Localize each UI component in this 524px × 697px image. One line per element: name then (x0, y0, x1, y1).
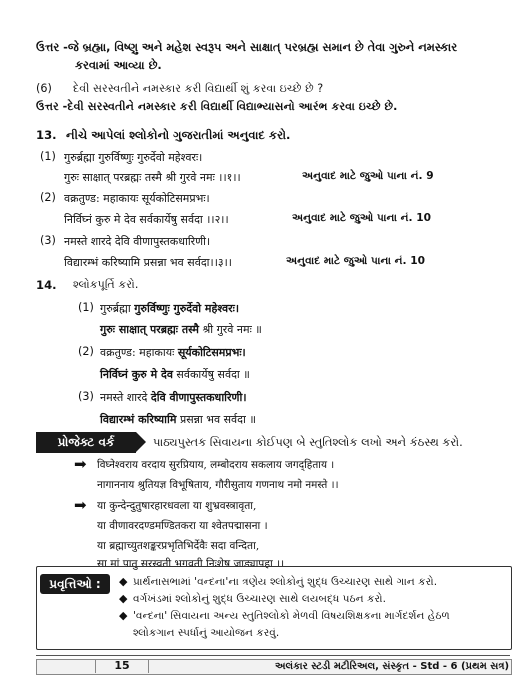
q13-item-3-line-2: विद्यारम्भं करिष्यामि प्रसन्ना भव सर्वदा।।३।। (64, 256, 232, 269)
q14-item-3-line-2: विद्यारम्भं करिष्यामि प्रसन्ना भव सर्वदा ॥ (100, 413, 256, 426)
q14-number: 14. (36, 278, 57, 292)
intro-answer-line-2: કરવામાં આવ્યા છે. (75, 58, 162, 72)
diamond-bullet-icon: ◆ (119, 575, 128, 588)
verse-2-line-2: या वीणावरदण्डमण्डितकरा या श्वेतपद्मासना । (97, 520, 268, 532)
footer-book-title: અલંકાર સ્ટડી મટીરિઅલ, સંસ્કૃત - Std - 6 (પ્રથમ સત્ર) (275, 661, 510, 672)
diamond-bullet-icon: ◆ (119, 609, 128, 622)
verse-2-line-1: या कुन्देन्दुतुषारहारधवला या शुभ्रवस्त्रावृता, (97, 500, 257, 512)
q13-item-2-ref: અનુવાદ માટે જુઓ પાના નં. 10 (292, 212, 431, 224)
q13-item-3-number: (3) (40, 234, 56, 247)
q14-item-2-number: (2) (78, 345, 94, 358)
q6-question: દેવી સરસ્વતીને નમસ્કાર કરી વિદ્યાર્થી શું કરવા ઇચ્છે છે ? (73, 82, 324, 95)
activity-item-3: 'વન્દના' સિવાયના અન્ય સ્તુતિશ્લોકો મેળવી વિષયશિક્ષકના માર્ગદર્શન હેઠળ (133, 610, 450, 622)
project-work-text: પાઠ્યપુસ્તક સિવાયના કોઈપણ બે સ્તુતિશ્લોક લખો અને કંઠસ્થ કરો. (153, 435, 463, 449)
q6-answer: ઉત્તર -દેવી સરસ્વતીને નમસ્કાર કરી વિદ્યાર્થી વિદ્યાભ્યાસનો આરંભ કરવા ઇચ્છે છે. (36, 100, 398, 113)
verse-1-line-1: विघ्नेश्वराय वरदाय सुरप्रियाय, लम्बोदराय सकलाय जगद्हिताय । (97, 459, 335, 471)
q14-item-1-line-2: गुरुः साक्षात् परब्रह्मः तस्मै श्री गुरवे नमः ॥ (100, 323, 262, 336)
q6-number: (6) (36, 82, 52, 95)
q14-item-2-line-1: वक्रतुण्ड: महाकायः सूर्यकोटिसमप्रभः। (100, 346, 246, 359)
footer-divider (36, 655, 510, 656)
q13-item-3-ref: અનુવાદ માટે જુઓ પાના નં. 10 (286, 255, 425, 267)
project-work-tag: પ્રોજેક્ટ વર્ક (36, 432, 136, 453)
arrow-right-icon: ➡ (74, 496, 87, 514)
q14-item-3-line-1: नमस्ते शारदे देवि वीणापुस्तकधारिणी। (100, 391, 247, 404)
verse-1-line-2: नागाननाय श्रुतियज्ञ विभूषिताय, गौरीसुताय गणनाथ नमो नमस्ते ।। (97, 479, 339, 491)
activity-item-2: વર્ગખંડમાં શ્લોકોનું શુદ્ધ ઉચ્ચારણ સાથે લયબદ્ધ પઠન કરો. (133, 593, 386, 605)
q13-item-1-line-2: गुरुः साक्षात् परब्रह्मः तस्मै श्री गुरवे नमः ।।१।। (64, 171, 241, 184)
verse-2-line-4: सा मां पातु सरस्वती भगवती निःशेष जाड्यापहा ।। (97, 558, 285, 570)
q13-title: નીચે આપેલાં શ્લોકોનો ગુજરાતીમાં અનુવાદ કરો. (66, 128, 291, 142)
activities-tag: પ્રવૃત્તિઓ : (40, 574, 110, 594)
q14-item-1-line-1: गुरुर्ब्रह्मा गुरुर्विष्णुः गुरुर्देवो महेश्वरः। (100, 302, 240, 315)
q13-item-2-number: (2) (40, 191, 56, 204)
q13-number: 13. (36, 128, 57, 142)
arrow-right-icon: ➡ (74, 455, 87, 473)
q13-item-2-line-2: निर्विघ्नं कुरु मे देव सर्वकार्येषु सर्वदा ।।२।। (64, 213, 229, 226)
intro-answer-line-1: ઉત્તર -જે બ્રહ્મા, વિષ્ણુ અને મહેશ સ્વરૂપ અને સાક્ષાત્ પરબ્રહ્મ સમાન છે તેવા ગુરુને નમસ્કાર (36, 40, 458, 54)
activity-item-3-continued: શ્લોકગાન સ્પર્ધાનું આયોજન કરવું. (133, 627, 280, 639)
q14-title: શ્લોકપૂર્તિ કરો. (73, 278, 139, 291)
q13-item-2-line-1: वक्रतुण्ड: महाकायः सूर्यकोटिसमप्रभः। (64, 192, 210, 205)
activity-item-1: પ્રાર્થનાસભામાં 'વન્દના'ના ત્રણેય શ્લોકોનું શુદ્ધ ઉચ્ચારણ સાથે ગાન કરો. (133, 576, 438, 588)
page-number: 15 (95, 659, 149, 673)
q13-item-1-number: (1) (40, 150, 56, 163)
q13-item-1-ref: અનુવાદ માટે જુઓ પાના નં. 9 (302, 170, 434, 182)
q13-item-1-line-1: गुरुर्ब्रह्मा गुरुर्विष्णुः गुरुर्देवो महेश्वरः। (64, 151, 203, 164)
q14-item-2-line-2: निर्विघ्नं कुरु मे देव सर्वकार्येषु सर्वदा ॥ (100, 368, 250, 381)
q14-item-1-number: (1) (78, 301, 94, 314)
verse-2-line-3: या ब्रह्माच्युतशङ्करप्रभृतिभिर्देवैः सदा वन्दिता, (97, 540, 260, 552)
q13-item-3-line-1: नमस्ते शारदे देवि वीणापुस्तकधारिणी। (64, 235, 211, 248)
q14-item-3-number: (3) (78, 390, 94, 403)
diamond-bullet-icon: ◆ (119, 592, 128, 605)
